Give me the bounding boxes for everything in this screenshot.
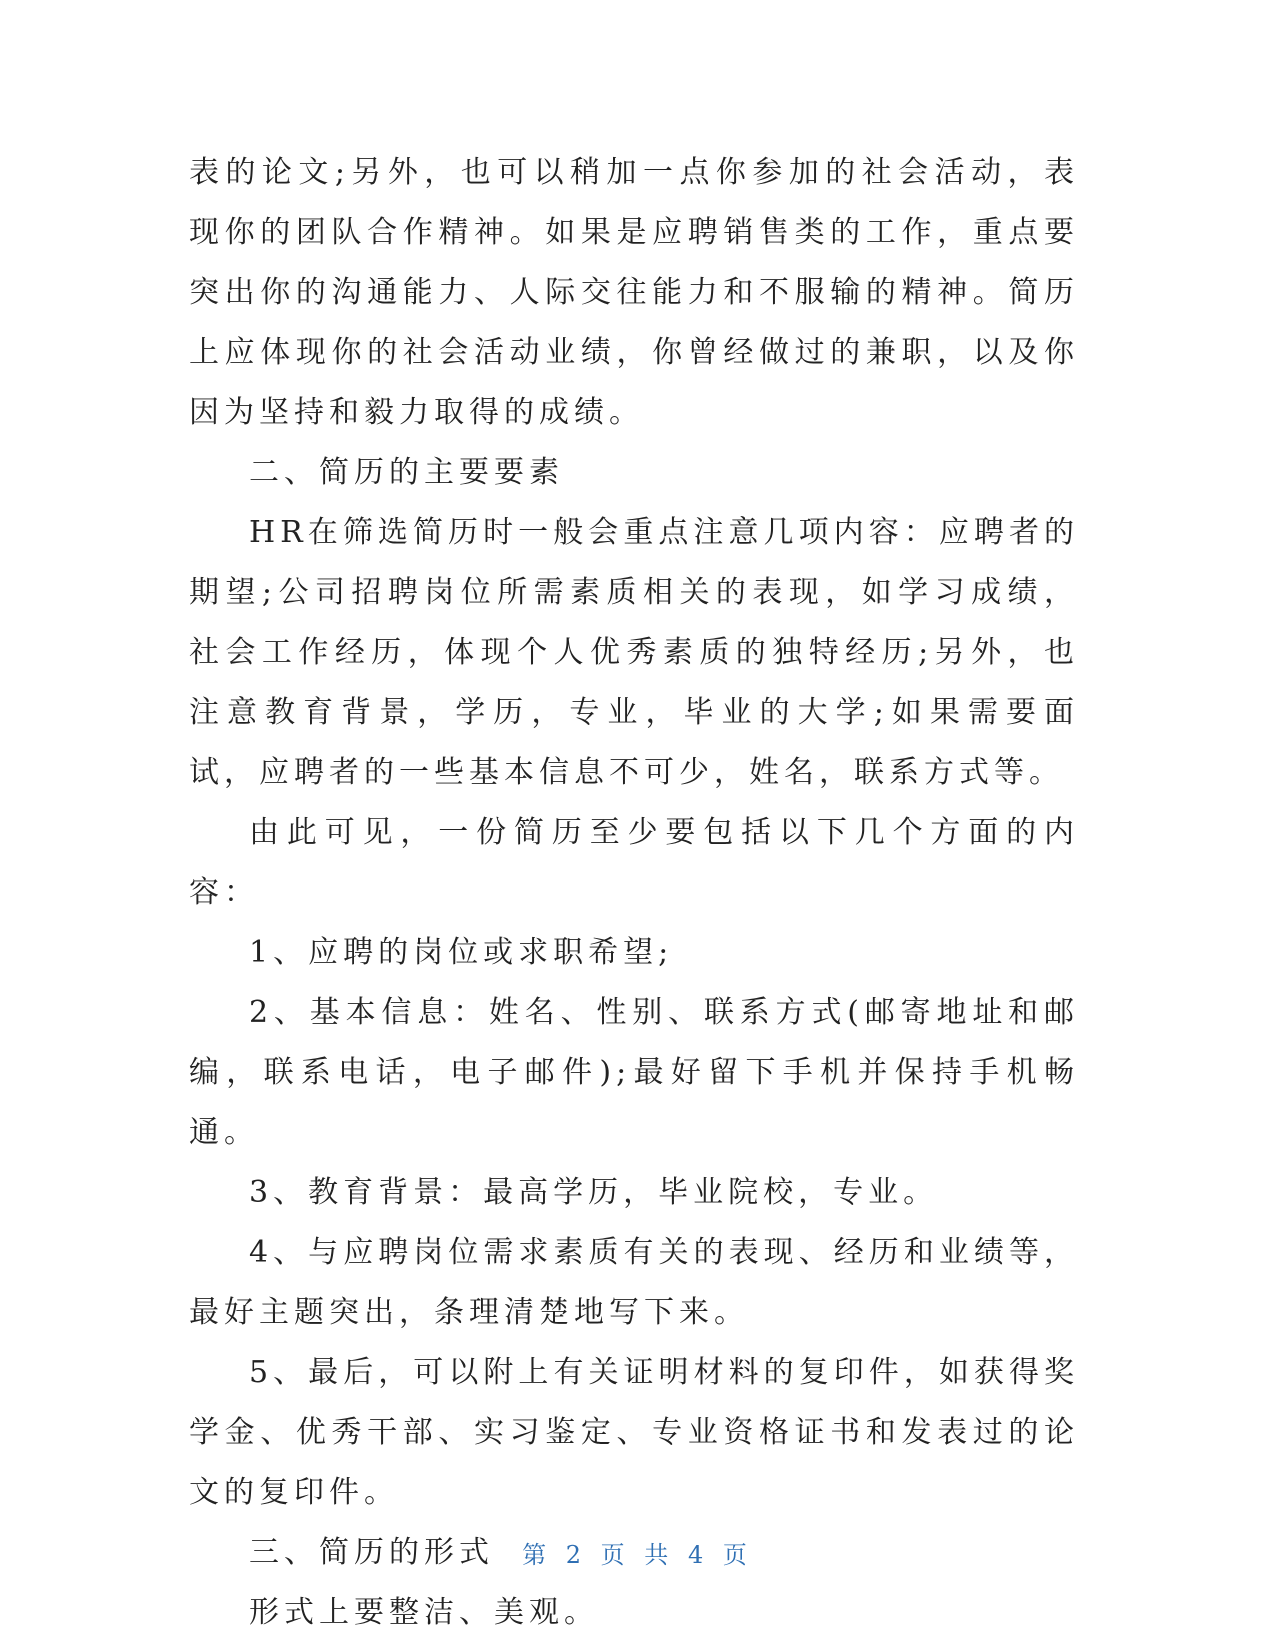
list-item-5: 5、最后，可以附上有关证明材料的复印件，如获得奖学金、优秀干部、实习鉴定、专业资格证书和发表过的论文的复印件。 — [189, 1355, 1079, 1510]
section-heading-main-elements: 二、简历的主要要素 — [249, 455, 564, 490]
paragraph-format: 形式上要整洁、美观。 — [249, 1595, 599, 1630]
list-item-3: 3、教育背景：最高学历，毕业院校，专业。 — [249, 1175, 939, 1210]
paragraph-hr-screening: HR在筛选简历时一般会重点注意几项内容：应聘者的期望;公司招聘岗位所需素质相关的表现，如学习成绩，社会工作经历，体现个人优秀素质的独特经历;另外，也注意教育背景，学历，专业，毕业的大学;如果需要面试，应聘者的一些基本信息不可少，姓名，联系方式等。 — [189, 515, 1079, 790]
paragraph-summary: 由此可见，一份简历至少要包括以下几个方面的内容： — [189, 815, 1079, 910]
paragraph-continuation: 表的论文;另外，也可以稍加一点你参加的社会活动，表现你的团队合作精神。如果是应聘销售类的工作，重点要突出你的沟通能力、人际交往能力和不服输的精神。简历上应体现你的社会活动业绩，你曾经做过的兼职，以及你因为坚持和毅力取得的成绩。 — [189, 155, 1079, 430]
list-item-4: 4、与应聘岗位需求素质有关的表现、经历和业绩等，最好主题突出，条理清楚地写下来。 — [189, 1235, 1079, 1330]
list-item-1: 1、应聘的岗位或求职希望; — [249, 935, 674, 970]
document-body — [189, 143, 1079, 1643]
section-heading-format: 三、简历的形式 — [249, 1535, 494, 1570]
page-number-footer: 第 2 页 共 4 页 — [522, 1541, 753, 1569]
list-item-2: 2、基本信息：姓名、性别、联系方式(邮寄地址和邮编，联系电话，电子邮件);最好留下手机并保持手机畅通。 — [189, 995, 1079, 1150]
